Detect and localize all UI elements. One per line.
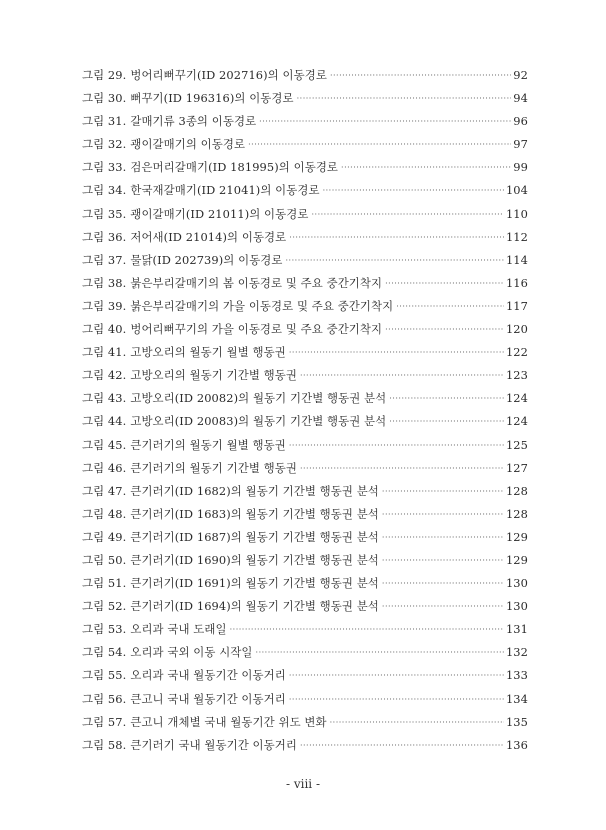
figure-number: 그림 30. <box>82 91 127 106</box>
figure-title: 고방오리의 월동기 기간별 행동권 <box>130 368 297 383</box>
figure-number: 그림 42. <box>82 368 127 383</box>
figure-number: 그림 40. <box>82 322 127 337</box>
toc-entry[interactable] <box>82 434 528 457</box>
dot-leader <box>385 272 504 295</box>
figure-title: 오리과 국내 도래일 <box>130 622 227 637</box>
figure-number: 그림 38. <box>82 275 127 290</box>
dot-leader <box>396 295 504 318</box>
toc-entry[interactable] <box>82 179 528 202</box>
toc-entry[interactable] <box>82 87 528 110</box>
page-reference: 124 <box>505 391 528 406</box>
toc-entry[interactable] <box>82 688 528 711</box>
page-reference: 136 <box>505 737 528 752</box>
page-reference: 128 <box>505 506 528 521</box>
dot-leader <box>389 410 504 433</box>
figure-list <box>82 64 528 757</box>
toc-entry[interactable] <box>82 341 528 364</box>
page-reference: 92 <box>513 68 528 82</box>
dot-leader <box>289 434 504 457</box>
toc-entry[interactable] <box>82 364 528 387</box>
figure-title: 괭이갈매기의 이동경로 <box>130 137 246 152</box>
figure-title: 한국재갈매기(ID 21041)의 이동경로 <box>130 183 320 198</box>
figure-title: 큰고니 개체별 국내 월동기간 위도 변화 <box>130 714 327 729</box>
toc-entry[interactable] <box>82 503 528 526</box>
toc-entry[interactable] <box>82 203 528 226</box>
figure-title: 괭이갈매기(ID 21011)의 이동경로 <box>130 206 309 221</box>
page-number: - viii - <box>285 777 321 791</box>
figure-number: 그림 43. <box>82 391 127 406</box>
page-reference: 129 <box>505 529 528 544</box>
dot-leader <box>259 110 511 133</box>
toc-entry[interactable] <box>82 272 528 295</box>
figure-number: 그림 39. <box>82 298 127 313</box>
toc-entry[interactable] <box>82 734 528 757</box>
page-reference: 94 <box>513 91 528 106</box>
toc-entry[interactable] <box>82 595 528 618</box>
figure-title: 큰기러기(ID 1687)의 월동기 기간별 행동권 분석 <box>130 529 379 544</box>
figure-number: 그림 34. <box>82 183 127 198</box>
figure-number: 그림 35. <box>82 206 127 221</box>
figure-number: 그림 32. <box>82 137 127 152</box>
figure-number: 그림 52. <box>82 599 127 614</box>
figure-title: 큰기러기의 월동기 기간별 행동권 <box>130 460 297 475</box>
dot-leader <box>330 64 511 87</box>
figure-title: 큰기러기(ID 1691)의 월동기 기간별 행동권 분석 <box>130 576 379 591</box>
page-reference: 122 <box>505 345 528 360</box>
figure-title: 큰기러기(ID 1690)의 월동기 기간별 행동권 분석 <box>130 552 379 567</box>
figure-number: 그림 33. <box>82 160 127 175</box>
dot-leader <box>300 457 504 480</box>
figure-title: 붉은부리갈매기의 봄 이동경로 및 주요 중간기착지 <box>130 275 383 290</box>
dot-leader <box>230 618 504 641</box>
figure-title: 검은머리갈매기(ID 181995)의 이동경로 <box>130 160 339 175</box>
figure-number: 그림 50. <box>82 552 127 567</box>
figure-number: 그림 36. <box>82 229 127 244</box>
dot-leader <box>341 156 511 179</box>
dot-leader <box>256 641 504 664</box>
toc-entry[interactable] <box>82 618 528 641</box>
page-reference: 110 <box>505 206 528 221</box>
dot-leader <box>323 179 504 202</box>
dot-leader <box>311 203 503 226</box>
page-reference: 104 <box>505 183 528 198</box>
toc-entry[interactable] <box>82 526 528 549</box>
figure-number: 그림 54. <box>82 645 127 660</box>
toc-entry[interactable] <box>82 226 528 249</box>
dot-leader <box>286 249 504 272</box>
figure-title: 물닭(ID 202739)의 이동경로 <box>130 252 283 267</box>
toc-entry[interactable] <box>82 711 528 734</box>
page-reference: 127 <box>505 460 528 475</box>
dot-leader <box>382 595 504 618</box>
figure-title: 저어새(ID 21014)의 이동경로 <box>130 229 287 244</box>
figure-title: 오리과 국외 이동 시작일 <box>130 645 253 660</box>
page-reference: 125 <box>505 437 528 452</box>
page-reference: 129 <box>505 552 528 567</box>
toc-entry[interactable] <box>82 641 528 664</box>
dot-leader <box>382 526 504 549</box>
toc-entry[interactable] <box>82 156 528 179</box>
toc-entry[interactable] <box>82 664 528 687</box>
toc-entry[interactable] <box>82 457 528 480</box>
page-reference: 134 <box>505 691 528 706</box>
page-reference: 130 <box>505 576 528 591</box>
figure-title: 큰고니 국내 월동기간 이동거리 <box>130 691 286 706</box>
figure-number: 그림 57. <box>82 714 127 729</box>
toc-entry[interactable] <box>82 133 528 156</box>
figure-number: 그림 46. <box>82 460 127 475</box>
dot-leader <box>289 341 504 364</box>
figure-title: 고방오리의 월동기 월별 행동권 <box>130 345 286 360</box>
toc-entry[interactable] <box>82 64 528 87</box>
page-reference: 124 <box>505 414 528 429</box>
figure-title: 큰기러기(ID 1694)의 월동기 기간별 행동권 분석 <box>130 599 379 614</box>
figure-title: 붉은부리갈매기의 가을 이동경로 및 주요 중간기착지 <box>130 298 394 313</box>
page-reference: 116 <box>505 275 528 290</box>
toc-entry[interactable] <box>82 410 528 433</box>
figure-title: 고방오리(ID 20083)의 월동기 기간별 행동권 분석 <box>130 414 387 429</box>
figure-number: 그림 48. <box>82 506 127 521</box>
dot-leader <box>300 364 504 387</box>
page-reference: 132 <box>505 645 528 660</box>
figure-title: 큰기러기의 월동기 월별 행동권 <box>130 437 286 452</box>
figure-number: 그림 29. <box>82 68 127 82</box>
figure-number: 그림 44. <box>82 414 127 429</box>
figure-title: 갈매기류 3종의 이동경로 <box>130 114 257 129</box>
page-reference: 117 <box>505 298 528 313</box>
toc-entry[interactable] <box>82 549 528 572</box>
figure-title: 뻐꾸기(ID 196316)의 이동경로 <box>130 91 294 106</box>
dot-leader <box>382 572 504 595</box>
dot-leader <box>300 734 504 757</box>
figure-title: 벙어리뻐꾸기의 가을 이동경로 및 주요 중간기착지 <box>130 322 383 337</box>
toc-entry[interactable] <box>82 387 528 410</box>
page-reference: 133 <box>505 668 528 683</box>
page-reference: 99 <box>513 160 528 175</box>
figure-title: 큰기러기(ID 1683)의 월동기 기간별 행동권 분석 <box>130 506 379 521</box>
page-reference: 123 <box>505 368 528 383</box>
toc-entry[interactable] <box>82 295 528 318</box>
toc-entry[interactable] <box>82 572 528 595</box>
page-reference: 114 <box>505 252 528 267</box>
figure-number: 그림 49. <box>82 529 127 544</box>
dot-leader <box>297 87 512 110</box>
figure-number: 그림 55. <box>82 668 127 683</box>
figure-number: 그림 47. <box>82 483 127 498</box>
page-reference: 96 <box>513 114 528 129</box>
dot-leader <box>289 226 504 249</box>
dot-leader <box>385 318 504 341</box>
figure-title: 벙어리뻐꾸기(ID 202716)의 이동경로 <box>130 68 327 82</box>
page-reference: 130 <box>505 599 528 614</box>
figure-title: 큰기러기(ID 1682)의 월동기 기간별 행동권 분석 <box>130 483 379 498</box>
page-reference: 120 <box>505 322 528 337</box>
figure-number: 그림 45. <box>82 437 127 452</box>
page-reference: 112 <box>505 229 528 244</box>
figure-number: 그림 56. <box>82 691 127 706</box>
dot-leader <box>330 711 504 734</box>
figure-number: 그림 37. <box>82 252 127 267</box>
dot-leader <box>289 688 504 711</box>
dot-leader <box>248 133 511 156</box>
page-reference: 97 <box>513 137 528 152</box>
dot-leader <box>382 503 504 526</box>
figure-number: 그림 53. <box>82 622 127 637</box>
figure-number: 그림 51. <box>82 576 127 591</box>
dot-leader <box>389 387 504 410</box>
dot-leader <box>382 549 504 572</box>
figure-title: 오리과 국내 월동기간 이동거리 <box>130 668 286 683</box>
figure-number: 그림 58. <box>82 737 127 752</box>
page-reference: 128 <box>505 483 528 498</box>
page-reference: 131 <box>505 622 528 637</box>
dot-leader <box>289 664 504 687</box>
dot-leader <box>382 480 504 503</box>
figure-title: 고방오리(ID 20082)의 월동기 기간별 행동권 분석 <box>130 391 387 406</box>
toc-entry[interactable] <box>82 249 528 272</box>
toc-entry[interactable] <box>82 318 528 341</box>
figure-number: 그림 31. <box>82 114 127 129</box>
figure-number: 그림 41. <box>82 345 127 360</box>
toc-entry[interactable] <box>82 480 528 503</box>
toc-entry[interactable] <box>82 110 528 133</box>
figure-title: 큰기러기 국내 월동기간 이동거리 <box>130 737 297 752</box>
page-reference: 135 <box>505 714 528 729</box>
